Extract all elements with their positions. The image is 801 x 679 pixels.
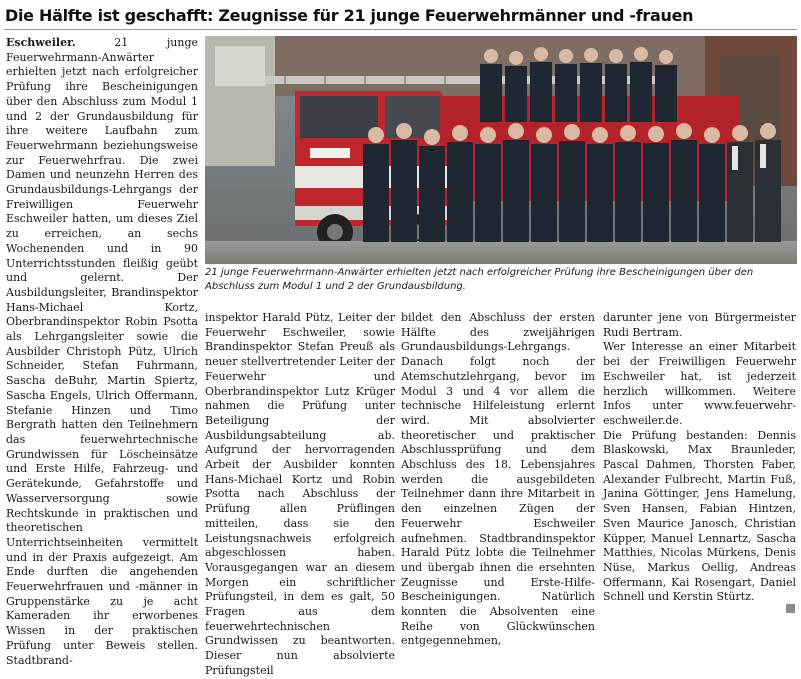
column-4-paragraph-2: Wer Interesse an einer Mitarbeit bei der Freiwilligen Feuerwehr Eschweiler hat, ist jederzeit herzlich willkommen. Weitere Infos unter www.feuerwehr-eschweiler.de.: [603, 340, 796, 427]
headline-rule: [4, 29, 797, 30]
group-photo: [205, 36, 797, 264]
column-3-text: bildet den Abschluss der ersten Hälfte des zweijährigen Grundausbildungs-Lehrgangs. Danach folgt noch der Atemschutzlehrgang, bevor im Modul 3 und 4 vor allem die technische Hilfeleistung erlernt wird. Mit absolvierter theoretischer und praktischer Abschlussprüfung und dem Abschluss des 18. Lebensjahres werden die ausgebildeten Teilnehmer dann ihre Mitarbeit in den einzelnen Zügen der Feuerwehr Eschweiler aufnehmen. Stadtbrandinspektor Harald Pütz lobte die Teilnehmer und übergab ihnen die ersehnten Zeugnisse und Erste-Hilfe-Bescheinigungen. Natürlich konnten die Absolventen eine Reihe von Glückwünschen entgegennehmen,: [401, 311, 595, 648]
article-end-mark: [786, 604, 795, 613]
article-column-4: [603, 311, 796, 605]
article-headline: Die Hälfte ist geschafft: Zeugnisse für 21 junge Feuerwehrmänner und -frauen: [5, 6, 694, 25]
article-column-2: [205, 311, 395, 679]
column-4-paragraph-1: darunter jene von Bürgermeister Rudi Bertram.: [603, 311, 796, 339]
photo-illustration: [205, 36, 797, 264]
column-1-text: 21 junge Feuerwehrmann-Anwärter erhielten jetzt nach erfolgreicher Prüfung ihre Bescheinigungen über den Abschluss zum Modul 1 und 2 der Grundausbildung für ihre weitere Laufbahn zum Feuerwehrmann beziehungsweise zur Feuerwehrfrau. Die zwei Damen und neunzehn Herren des Grundausbildungs-Lehrgangs der Freiwilligen Feuerwehr Eschweiler hatten, um dieses Ziel zu erreichen, an sechs Wochenenden und in 90 Unterrichtsstunden fleißig geübt und gelernt. Der Ausbildungsleiter, Brandinspektor Hans-Michael Kortz, Oberbrandinspektor Robin Psotta als Lehrgangsleiter sowie die Ausbilder Christoph Pütz, Ulrich Schneider, Stefan Fuhrmann, Sascha deBuhr, Martin Spiertz, Sascha Engels, Ulrich Offermann, Stefanie Hinzen und Timo Bergrath hatten den Teilnehmern das feuerwehrtechnische Grundwissen für Löscheinsätze und Erste Hilfe, Fahrzeug- und Gerätekunde, Gefahrstoffe und Wasserversorgung sowie Rechtskunde in praktischen und theoretischen Unterrichtseinheiten vermittelt und in der Praxis aufgezeigt. Am Ende durften die angehenden Feuerwehrfrauen und -männer in Gruppenstärke zu je acht Kameraden ihr erworbenes Wissen in der praktischen Prüfung unter Beweis stellen. Stadtbrand-: [6, 36, 198, 667]
column-2-text: inspektor Harald Pütz, Leiter der Feuerwehr Eschweiler, sowie Brandinspektor Stefan Preuß als neuer stellvertretender Leiter der Feuerwehr und Oberbrandinspektor Lutz Krüger nahmen die Prüfung unter Beteiligung der Ausbildungsabteilung ab. Aufgrund der hervorragenden Arbeit der Ausbilder konnten Hans-Michael Kortz und Robin Psotta nach Abschluss der Prüfung allen Prüflingen mitteilen, dass sie den Leistungsnachweis erfolgreich abgeschlossen haben. Vorausgegangen war an diesem Morgen ein schriftlicher Prüfungsteil, in dem es galt, 50 Fragen aus dem feuerwehrtechnischen Grundwissen zu beantworten. Dieser nun absolvierte Prüfungsteil: [205, 311, 395, 677]
column-4-paragraph-3: Die Prüfung bestanden: Dennis Blaskowski, Max Braunleder, Pascal Dahmen, Thorsten Faber, Alexander Fulbrecht, Martin Fuß, Janina Göttinger, Jens Hamelung, Sven Hansen, Fabian Hintzen, Sven Maurice Janosch, Christian Küpper, Manuel Lennartz, Sascha Matthies, Nicolas Mürkens, Denis Nüse, Markus Oellig, Andreas Offermann, Kai Rosengart, Daniel Schnell und Kerstin Stürtz.: [603, 428, 796, 604]
article-column-3: [401, 311, 595, 649]
dateline: Eschweiler.: [6, 36, 76, 49]
article-column-1: [6, 36, 198, 668]
photo-caption: 21 junge Feuerwehrmann-Anwärter erhielten jetzt nach erfolgreicher Prüfung ihre Bescheinigungen über den Abschluss zum Modul 1 und 2 der Grundausbildung.: [205, 267, 754, 292]
